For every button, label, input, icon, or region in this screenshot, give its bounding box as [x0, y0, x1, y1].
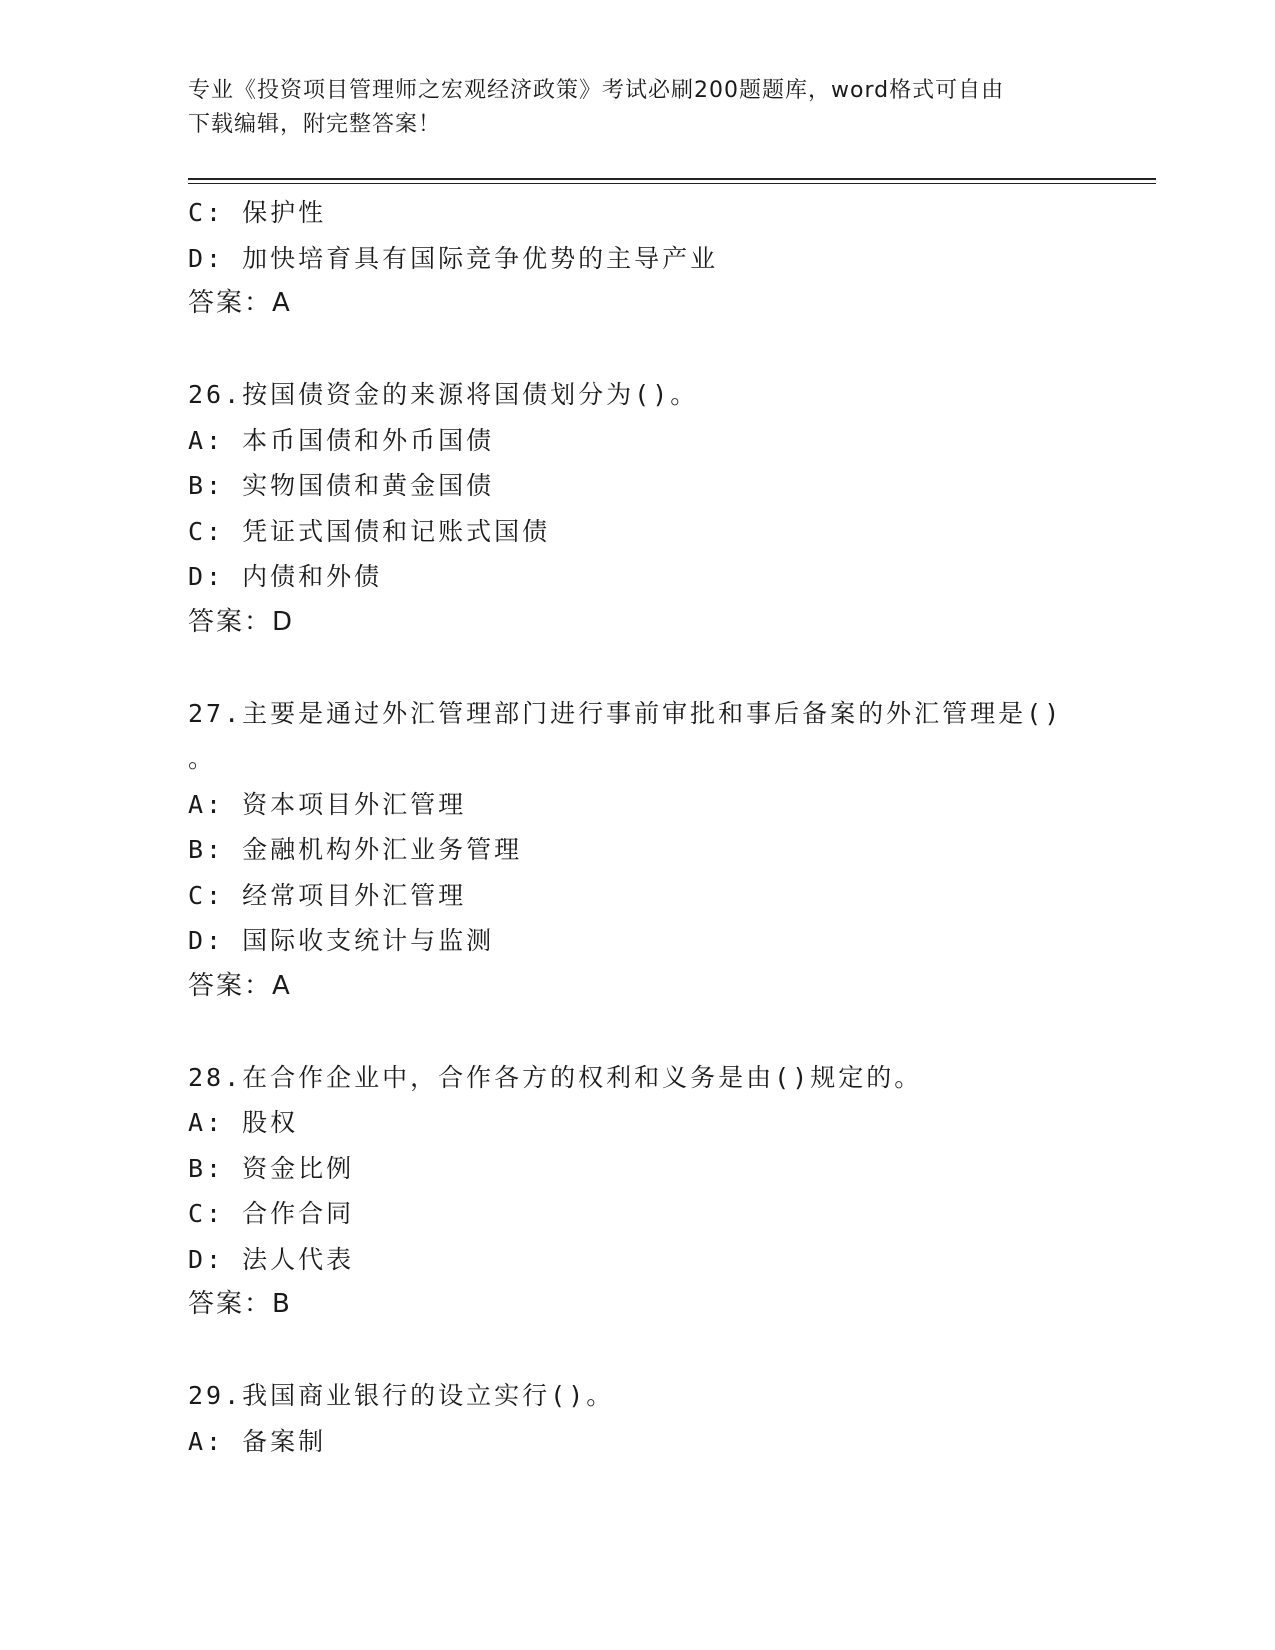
- question-27: [188, 691, 1088, 1010]
- question-26: [188, 372, 1088, 645]
- question-text: 29.我国商业银行的设立实行()。: [188, 1381, 615, 1410]
- option-c: C: 合作合同: [188, 1199, 355, 1228]
- question-list: [188, 190, 1088, 1464]
- question-text: 26.按国债资金的来源将国债划分为()。: [188, 380, 699, 409]
- answer-line: 答案：D: [188, 606, 295, 637]
- option-a: A: 本币国债和外币国债: [188, 425, 495, 455]
- question-fragment: [188, 190, 1088, 327]
- question-text: 28.在合作企业中，合作各方的权利和义务是由()规定的。: [188, 1062, 923, 1092]
- option-d: D: 法人代表: [188, 1244, 355, 1274]
- header-line-2: 下载编辑，附完整答案！: [188, 112, 442, 137]
- option-c: C: 经常项目外汇管理: [188, 880, 467, 910]
- answer-line: 答案：A: [188, 288, 292, 318]
- question-29: [188, 1373, 1088, 1464]
- option-d: D: 国际收支统计与监测: [188, 926, 495, 955]
- question-28: [188, 1055, 1088, 1328]
- document-header: [188, 74, 1078, 142]
- answer-line: 答案：B: [188, 1289, 292, 1319]
- option-c: C: 保护性: [188, 198, 327, 227]
- option-d: D: 内债和外债: [188, 562, 383, 591]
- header-divider-thick: [188, 178, 1156, 180]
- option-b: B: 资金比例: [188, 1153, 355, 1183]
- option-b: B: 金融机构外汇业务管理: [188, 835, 523, 864]
- option-b: B: 实物国债和黄金国债: [188, 471, 495, 500]
- question-text-continued: 。: [188, 744, 217, 773]
- option-c: C: 凭证式国债和记账式国债: [188, 516, 551, 546]
- option-d: D: 加快培育具有国际竞争优势的主导产业: [188, 243, 719, 273]
- option-a: A: 资本项目外汇管理: [188, 789, 467, 819]
- option-a: A: 股权: [188, 1108, 299, 1137]
- header-line-1: 专业《投资项目管理师之宏观经济政策》考试必刷200题题库，word格式可自由: [188, 78, 1005, 103]
- header-divider-thin: [188, 183, 1156, 184]
- answer-line: 答案：A: [188, 970, 292, 1001]
- question-text: 27.主要是通过外汇管理部门进行事前审批和事后备案的外汇管理是(): [188, 698, 1063, 728]
- option-a: A: 备案制: [188, 1426, 327, 1456]
